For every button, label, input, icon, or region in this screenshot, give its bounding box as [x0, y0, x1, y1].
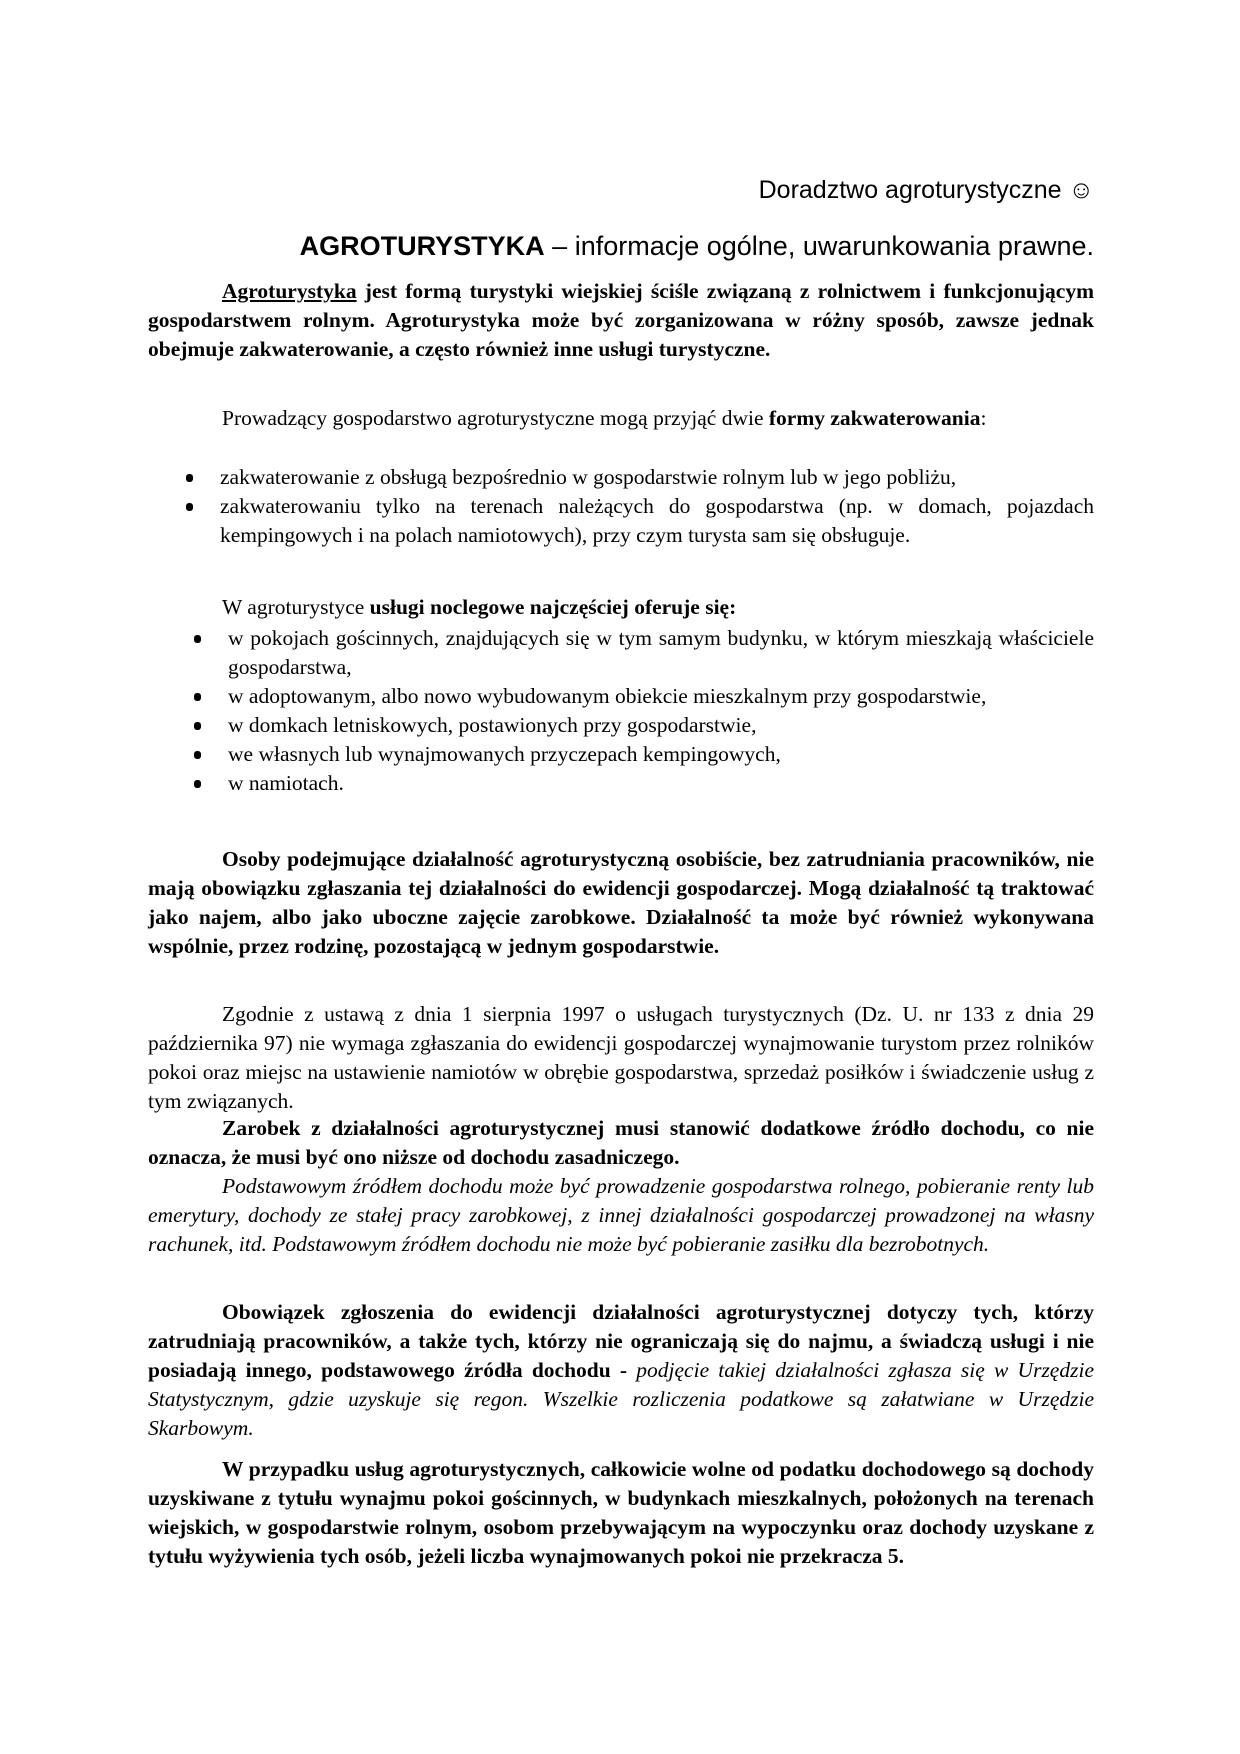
term-agroturystyka: Agroturystyka [222, 279, 357, 303]
list-item: w namiotach. [152, 769, 1094, 798]
forms-end: : [980, 406, 987, 430]
list-item: we własnych lub wynajmowanych przyczepach kempingowych, [152, 740, 1094, 769]
list-forms [144, 463, 1094, 550]
list-item: zakwaterowaniu tylko na terenach należących do gospodarstwa (np. w domach, pojazdach kempingowych i na polach namiotowych), przy czym turysta sam się obsługuje. [144, 492, 1094, 550]
paragraph-income-sources: Podstawowym źródłem dochodu może być prowadzenie gospodarstwa rolnego, pobieranie renty lub emerytury, dochody ze stałej pracy zarobkowej, z innej działalności gospodarczej prowadzonej na własny rachunek, itd. Podstawowym źródłem dochodu nie może być pobieranie zasiłku dla bezrobotnych. [148, 1174, 1094, 1256]
paragraph-lodging [148, 593, 1094, 622]
paragraph-tax: W przypadku usług agroturystycznych, całkowicie wolne od podatku dochodowego są dochody uzyskiwane z tytułu wynajmu pokoi gościnnych, w budynkach mieszkalnych, położonych na terenach wiejskich, w gospodarstwie rolnym, osobom przebywającym na wypoczynku oraz dochody uzyskane z tytułu wyżywienia tych osób, jeżeli liczba wynajmowanych pokoi nie przekracza 5. [148, 1457, 1094, 1568]
intro-text: jest formą turystyki wiejskiej ściśle związaną z rolnictwem i funkcjonującym gospodarstwem rolnym. Agroturystyka może być zorganizowana w różny sposób, zawsze jednak obejmuje zakwaterowanie, a często również inne usługi turystyczne. [148, 279, 1094, 361]
heading-rest: – informacje ogólne, uwarunkowania prawne. [544, 231, 1094, 261]
heading-bold: AGROTURYSTYKA [299, 231, 545, 261]
forms-text: Prowadzący gospodarstwo agroturystyczne mogą przyjąć dwie [222, 406, 769, 430]
list-item: w domkach letniskowych, postawionych przy gospodarstwie, [152, 711, 1094, 740]
lodging-bold: usługi noclegowe najczęściej oferuje się: [369, 595, 737, 619]
lodging-text: W agroturystyce [222, 595, 370, 619]
list-item: w pokojach gościnnych, znajdujących się w tym samym budynku, w którym mieszkają właściciele gospodarstwa, [152, 624, 1094, 682]
paragraph-intro [148, 277, 1094, 364]
list-lodging [152, 624, 1094, 798]
document-heading [300, 229, 1094, 263]
list-item: zakwaterowanie z obsługą bezpośrednio w gospodarstwie rolnym lub w jego pobliżu, [144, 463, 1094, 492]
paragraph-law: Zgodnie z ustawą z dnia 1 sierpnia 1997 o usługach turystycznych (Dz. U. nr 133 z dnia 29 października 97) nie wymaga zgłaszania do ewidencji gospodarczej wynajmowanie turystom przez rolników pokoi oraz miejsc na ustawienie namiotów w obrębie gospodarstwa, sprzedaż posiłków i świadczenie usług z tym związanych. [148, 1002, 1094, 1113]
list-item: w adoptowanym, albo nowo wybudowanym obiekcie mieszkalnym przy gospodarstwie, [152, 682, 1094, 711]
registration-italic: podjęcie takiej działalności zgłasza się w Urzędzie Statystycznym, gdzie uzyskuje się regon. Wszelkie rozliczenia podatkowe są załatwiane w Urzędzie Skarbowym. [148, 1358, 1094, 1440]
paragraph-persons: Osoby podejmujące działalność agroturystyczną osobiście, bez zatrudniania pracowników, nie mają obowiązku zgłaszania tej działalności do ewidencji gospodarczej. Mogą działalność tą traktować jako najem, albo jako uboczne zajęcie zarobkowe. Działalność ta może być również wykonywana wspólnie, przez rodzinę, pozostającą w jednym gospodarstwie. [148, 847, 1094, 958]
document-header-title: Doradztwo agroturystyczne ☺ [758, 176, 1094, 204]
registration-bold: Obowiązek zgłoszenia do ewidencji działalności agroturystycznej dotyczy tych, którzy zatrudniają pracowników, a także tych, którzy nie ograniczają się do najmu, a świadczą usługi i nie posiadają innego, podstawowego źródła dochodu - [148, 1300, 1094, 1382]
paragraph-registration [148, 1298, 1094, 1443]
forms-bold: formy zakwaterowania [768, 406, 981, 430]
paragraph-forms [148, 404, 1094, 433]
paragraph-earnings: Zarobek z działalności agroturystycznej musi stanowić dodatkowe źródło dochodu, co nie oznacza, że musi być ono niższe od dochodu zasadniczego. [148, 1116, 1094, 1169]
